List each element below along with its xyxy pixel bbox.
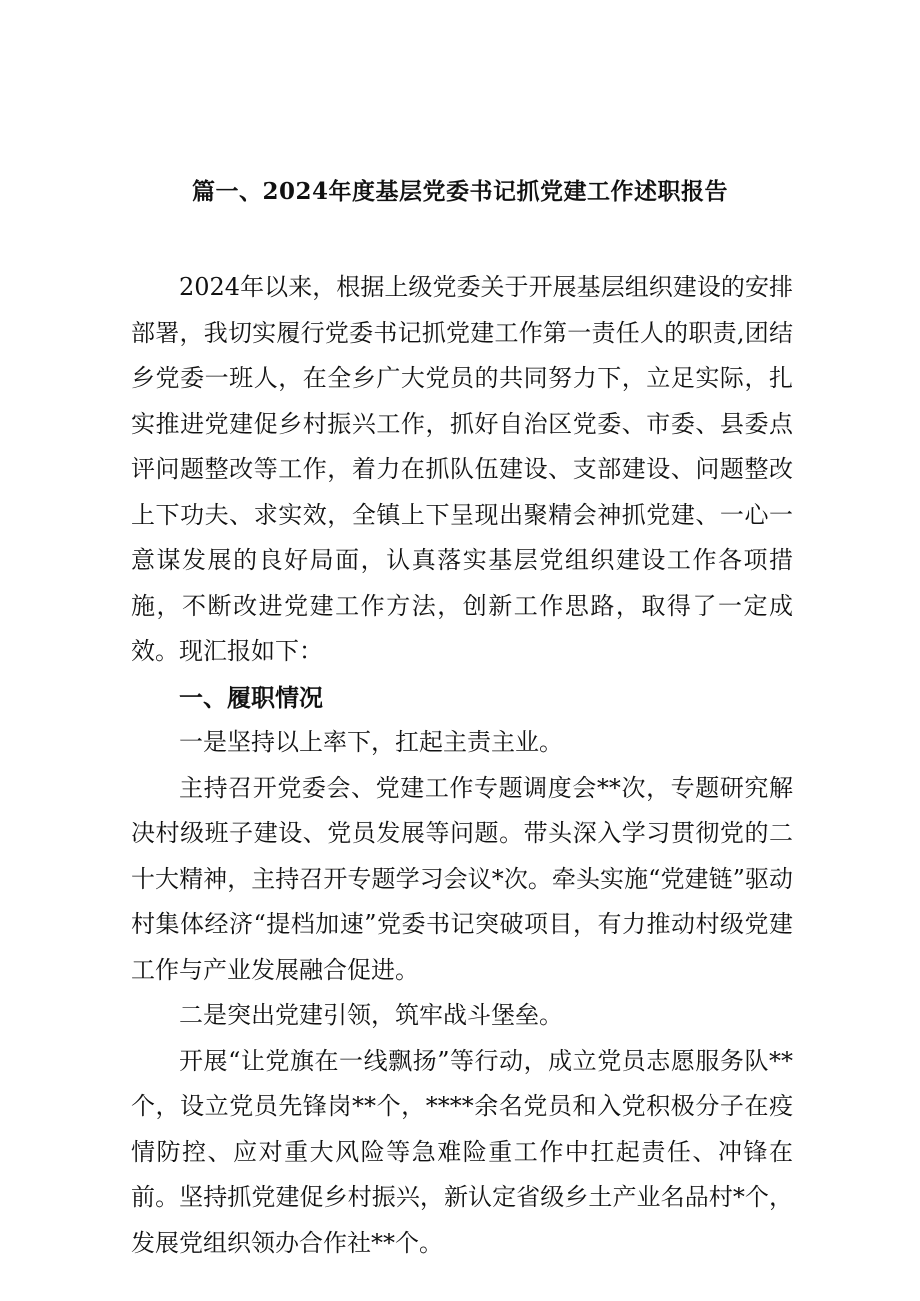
body-paragraph-1: 主持召开党委会、党建工作专题调度会**次，专题研究解决村级班子建设、党员发展等问题。带头深入学习贯彻党的二十大精神，主持召开专题学习会议*次。牵头实施“党建链”驱动村集体经济“提档加速”党委书记突破项目，有力推动村级党建工作与产业发展融合促进。 <box>131 773 793 984</box>
section-heading: 一、履职情况 <box>179 682 323 712</box>
document-body <box>131 265 793 1266</box>
subsection-heading-1: 一是坚持以上率下，扛起主责主业。 <box>179 728 563 756</box>
document-title: 篇一、2024年度基层党委书记抓党建工作述职报告 <box>191 178 728 205</box>
intro-paragraph: 2024年以来，根据上级党委关于开展基层组织建设的安排部署，我切实履行党委书记抓党建工作第一责任人的职责,团结乡党委一班人，在全乡广大党员的共同努力下，立足实际，扎实推进党建促乡村振兴工作，抓好自治区党委、市委、县委点评问题整改等工作，着力在抓队伍建设、支部建设、问题整改上下功夫、求实效，全镇上下呈现出聚精会神抓党建、一心一意谋发展的良好局面，认真落实基层党组织建设工作各项措施，不断改进党建工作方法，创新工作思路，取得了一定成效。现汇报如下： <box>131 273 793 665</box>
subsection-heading-2: 二是突出党建引领，筑牢战斗堡垒。 <box>179 1001 563 1029</box>
body-paragraph-2: 开展“让党旗在一线飘扬”等行动，成立党员志愿服务队**个，设立党员先锋岗**个，****余名党员和入党积极分子在疫情防控、应对重大风险等急难险重工作中扛起责任、冲锋在前。坚持抓党建促乡村振兴，新认定省级乡土产业名品村*个，发展党组织领办合作社**个。 <box>131 1046 793 1257</box>
